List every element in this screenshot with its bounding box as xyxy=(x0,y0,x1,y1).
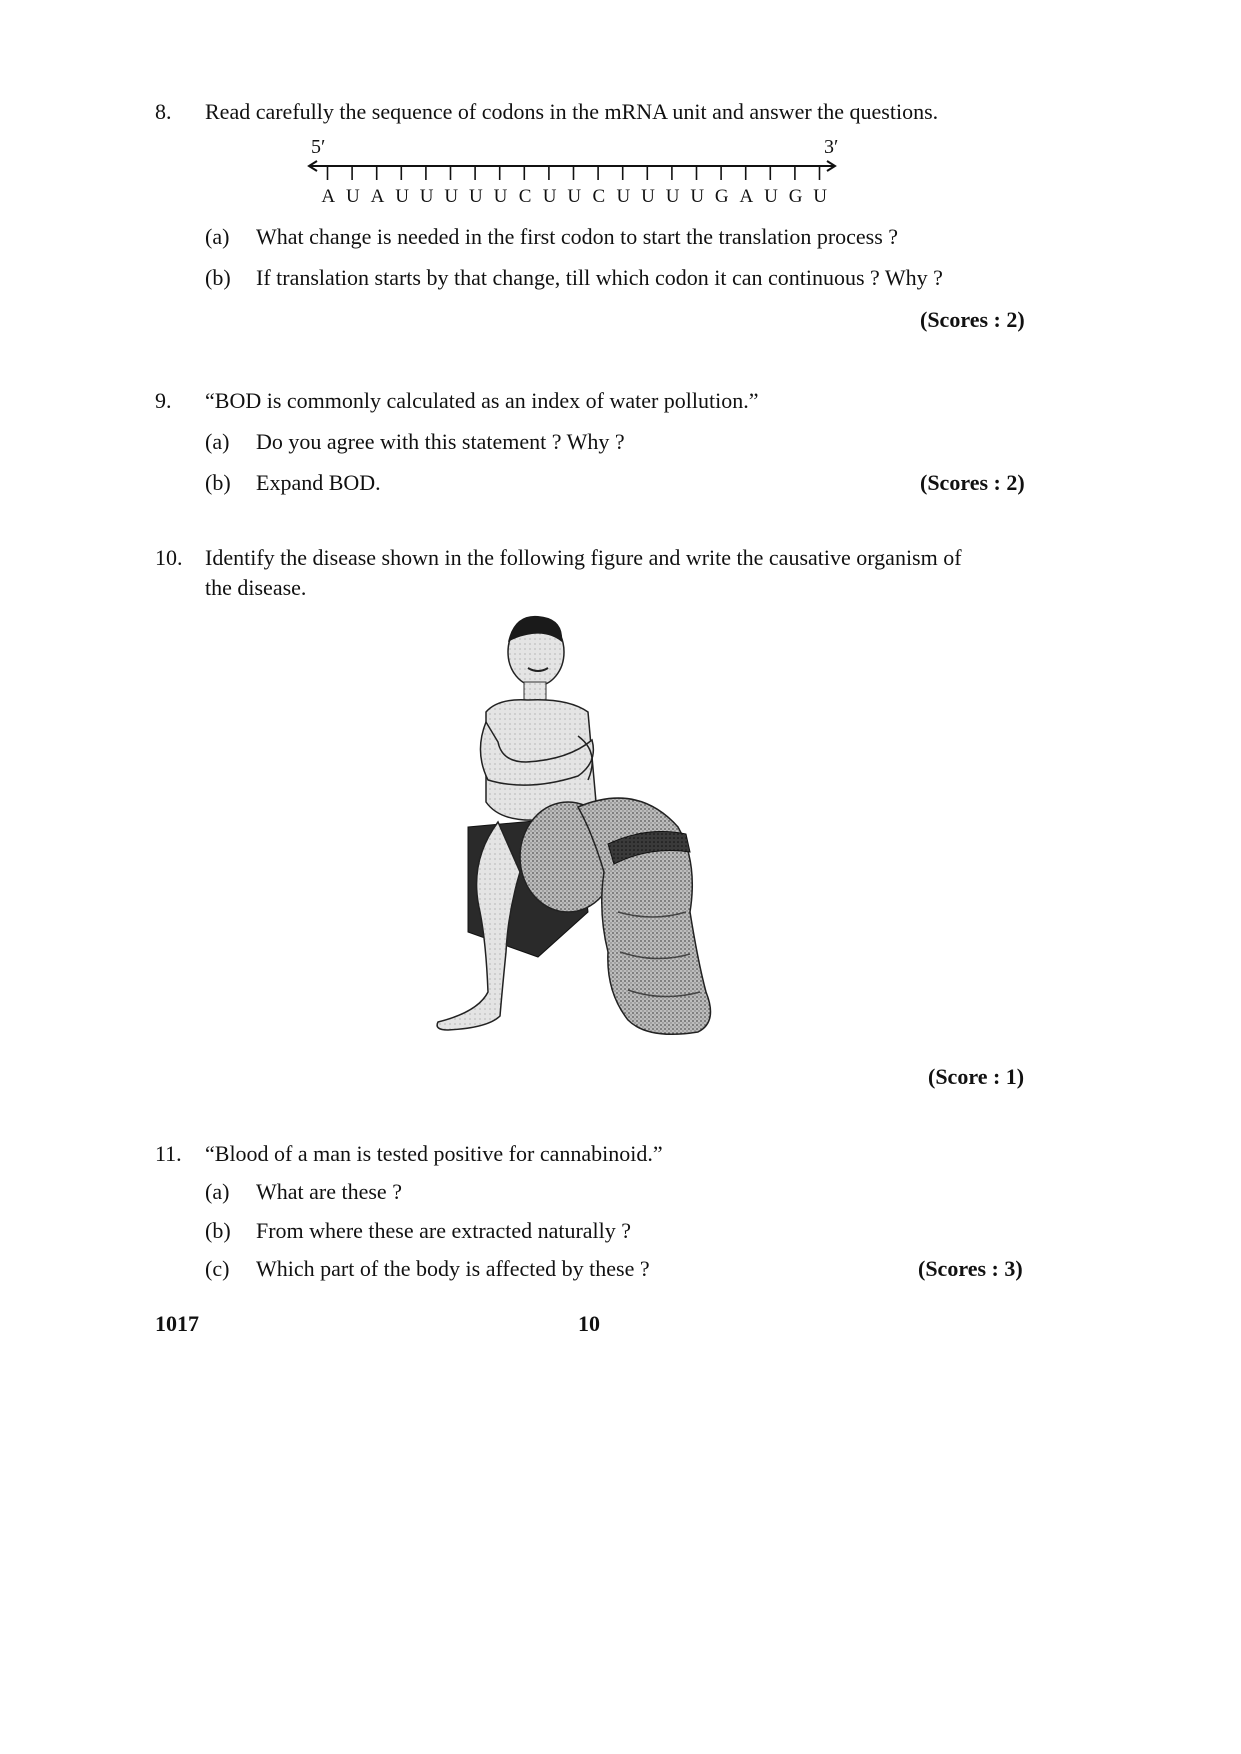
mrna-base: U xyxy=(395,186,409,207)
part-label: (b) xyxy=(205,1218,231,1243)
mrna-base: C xyxy=(518,186,532,207)
mrna-base: U xyxy=(444,186,459,207)
part-label: (a) xyxy=(205,1179,230,1204)
question-number: 11. xyxy=(155,1141,182,1166)
question-number: 10. xyxy=(155,545,183,570)
mrna-base: U xyxy=(813,186,828,207)
part-text: What change is needed in the first codon to start the translation process ? xyxy=(256,224,899,249)
mrna-base: U xyxy=(542,186,557,207)
mrna-base: U xyxy=(493,186,508,207)
mrna-base: U xyxy=(764,186,778,207)
mrna-base: U xyxy=(690,186,705,207)
paper-code: 1017 xyxy=(155,1311,199,1336)
mrna-base: U xyxy=(616,186,631,207)
part-text: Do you agree with this statement ? Why ? xyxy=(256,429,625,454)
disease-figure xyxy=(428,612,728,1042)
mrna-base: G xyxy=(714,186,729,207)
mrna-base: U xyxy=(346,186,360,207)
mrna-base: A xyxy=(739,186,754,207)
question-text: “Blood of a man is tested positive for cannabinoid.” xyxy=(205,1141,663,1166)
mrna-base: C xyxy=(592,186,606,207)
part-label: (c) xyxy=(205,1256,230,1281)
part-text: Which part of the body is affected by these ? xyxy=(256,1256,650,1281)
part-text: What are these ? xyxy=(256,1179,402,1204)
mrna-base: U xyxy=(468,186,483,207)
question-number: 9. xyxy=(155,388,172,413)
mrna-base: U xyxy=(665,186,680,207)
question-text: “BOD is commonly calculated as an index of water pollution.” xyxy=(205,388,759,413)
mrna-bases xyxy=(316,186,832,208)
mrna-strand-line xyxy=(305,158,845,186)
question-text: the disease. xyxy=(205,575,307,600)
part-text: From where these are extracted naturally ? xyxy=(256,1218,632,1243)
five-prime-label: 5′ xyxy=(311,136,326,158)
part-label: (a) xyxy=(205,224,230,249)
part-text: Expand BOD. xyxy=(256,470,381,495)
score-label: (Scores : 3) xyxy=(918,1256,1023,1281)
part-label: (a) xyxy=(205,429,230,454)
score-label: (Scores : 2) xyxy=(920,307,1025,332)
mrna-base: A xyxy=(321,186,336,207)
three-prime-label: 3′ xyxy=(824,136,839,158)
score-label: (Score : 1) xyxy=(928,1064,1025,1089)
mrna-base: G xyxy=(788,186,803,207)
mrna-base: U xyxy=(567,186,582,207)
mrna-base: U xyxy=(641,186,655,207)
mrna-base: A xyxy=(370,186,385,207)
question-text: Read carefully the sequence of codons in the mRNA unit and answer the questions. xyxy=(205,99,939,124)
question-number: 8. xyxy=(155,99,172,124)
score-label: (Scores : 2) xyxy=(920,470,1025,495)
part-text: If translation starts by that change, till which codon it can continuous ? Why ? xyxy=(256,265,943,290)
part-label: (b) xyxy=(205,470,231,495)
question-text: Identify the disease shown in the following figure and write the causative organism of xyxy=(205,545,962,570)
mrna-base: U xyxy=(419,186,434,207)
part-label: (b) xyxy=(205,265,231,290)
page-number: 10 xyxy=(578,1311,600,1336)
